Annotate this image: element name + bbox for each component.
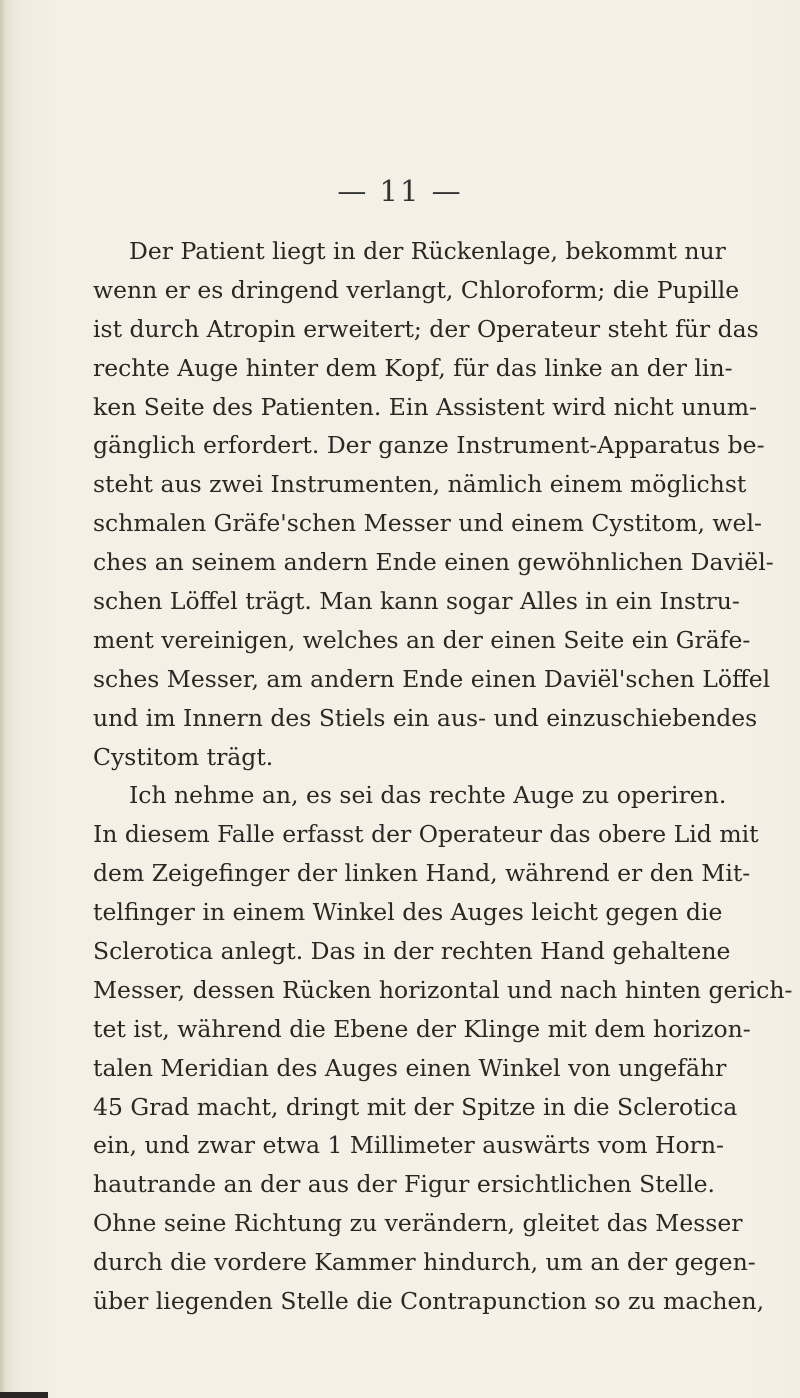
text-line: talen Meridian des Auges einen Winkel von ungefähr xyxy=(93,1053,727,1082)
text-line: schmalen Gräfe'schen Messer und einem Cystitom, wel- xyxy=(93,509,762,538)
page-number: — 11 — xyxy=(337,174,463,208)
page-edge-shadow xyxy=(0,0,6,1398)
text-line: gänglich erfordert. Der ganze Instrument-Apparatus be- xyxy=(93,431,765,460)
text-line: Cystitom trägt. xyxy=(93,742,274,771)
text-line: sches Messer, am andern Ende einen Daviël'schen Löffel xyxy=(93,664,771,693)
text-line: hautrande an der aus der Figur ersichtlichen Stelle. xyxy=(93,1170,715,1199)
text-line: und im Innern des Stiels ein aus- und einzuschiebendes xyxy=(93,703,758,732)
text-line: ches an seinem andern Ende einen gewöhnlichen Daviël- xyxy=(93,548,774,577)
text-line: schen Löffel trägt. Man kann sogar Alles in ein Instru- xyxy=(93,587,740,616)
text-line: ein, und zwar etwa 1 Millimeter auswärts vom Horn- xyxy=(93,1131,724,1160)
text-line: tet ist, während die Ebene der Klinge mit dem horizon- xyxy=(93,1014,751,1043)
text-line: ist durch Atropin erweitert; der Operateur steht für das xyxy=(93,314,759,343)
text-line: Der Patient liegt in der Rückenlage, bekommt nur xyxy=(129,237,726,265)
text-line: Ich nehme an, es sei das rechte Auge zu operiren. xyxy=(129,781,727,810)
text-line: 45 Grad macht, dringt mit der Spitze in die Sclerotica xyxy=(93,1092,738,1121)
text-line: Messer, dessen Rücken horizontal und nach hinten gerich- xyxy=(93,975,793,1004)
text-line: durch die vordere Kammer hindurch, um an der gegen- xyxy=(93,1248,756,1277)
text-line: Ohne seine Richtung zu verändern, gleitet das Messer xyxy=(93,1209,743,1238)
text-line: steht aus zwei Instrumenten, nämlich einem möglichst xyxy=(93,470,747,499)
body-text xyxy=(93,232,793,1321)
text-line: In diesem Falle erfasst der Operateur das obere Lid mit xyxy=(93,820,759,849)
scan-corner-mark xyxy=(0,1392,48,1398)
text-line: Sclerotica anlegt. Das in der rechten Hand gehaltene xyxy=(93,937,731,966)
text-line: über liegenden Stelle die Contrapunction so zu machen, xyxy=(93,1287,765,1316)
text-line: dem Zeigefinger der linken Hand, während er den Mit- xyxy=(93,859,751,888)
text-line: telfinger in einem Winkel des Auges leicht gegen die xyxy=(93,898,723,927)
text-line: ken Seite des Patienten. Ein Assistent wird nicht unum- xyxy=(93,392,757,421)
text-line: ment vereinigen, welches an der einen Seite ein Gräfe- xyxy=(93,625,751,654)
text-line: wenn er es dringend verlangt, Chloroform; die Pupille xyxy=(93,275,740,304)
text-line: rechte Auge hinter dem Kopf, für das linke an der lin- xyxy=(93,353,733,382)
